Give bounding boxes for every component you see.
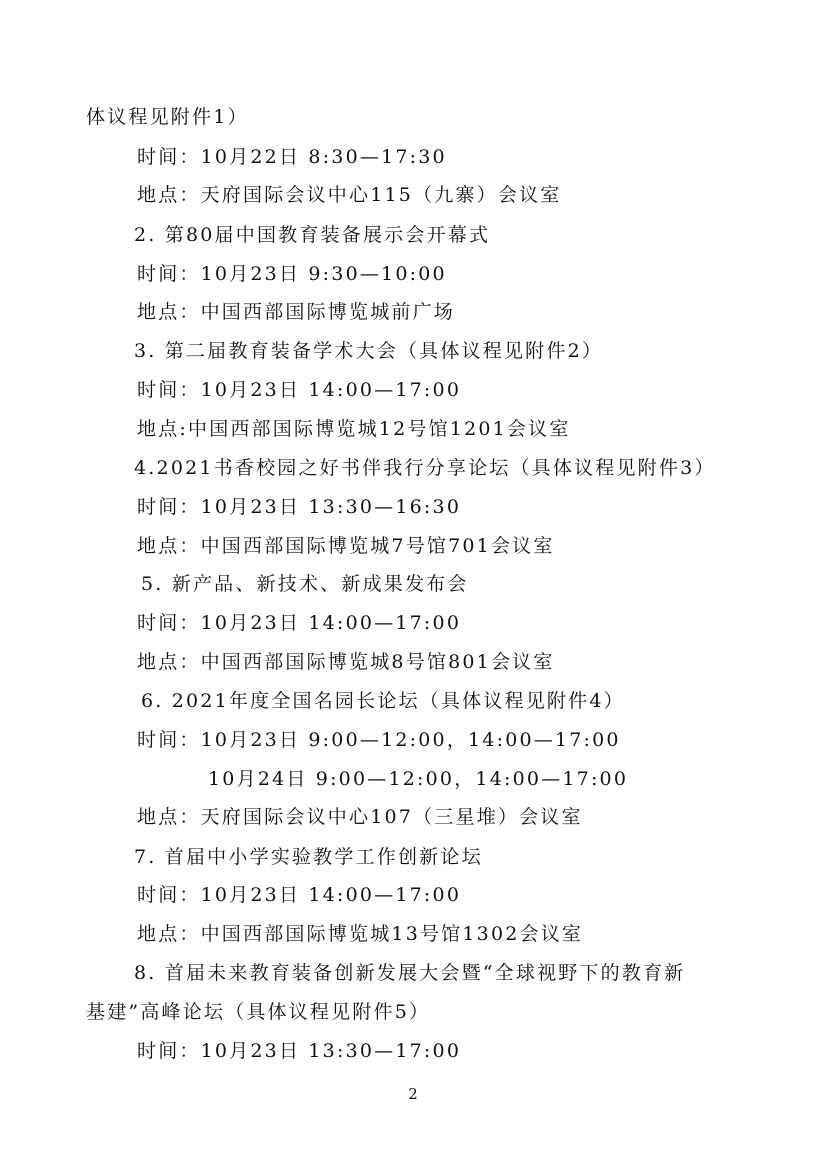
- text-line-location: 地点：中国西部国际博览城13号馆1302会议室: [137, 923, 584, 945]
- text-line-time: 时间：10月23日 14:00—17:00: [137, 612, 462, 634]
- text-line-heading-continuation: 基建”高峰论坛（具体议程见附件5）: [86, 1001, 431, 1023]
- text-line-location: 地点:中国西部国际博览城12号馆1201会议室: [137, 418, 571, 440]
- text-line-continuation: 体议程见附件1）: [86, 106, 249, 128]
- text-line-time: 时间：10月23日 9:00—12:00，14:00—17:00: [137, 729, 621, 751]
- text-line-location: 地点：中国西部国际博览城7号馆701会议室: [137, 535, 555, 557]
- text-line-location: 地点：天府国际会议中心107（三星堆）会议室: [137, 806, 583, 828]
- text-line-location: 地点：中国西部国际博览城前广场: [137, 301, 456, 323]
- text-line-location: 地点：中国西部国际博览城8号馆801会议室: [137, 651, 555, 673]
- text-line-time: 时间：10月23日 9:30—10:00: [137, 263, 447, 285]
- text-line-time: 时间：10月23日 14:00—17:00: [137, 884, 462, 906]
- text-line-time: 时间：10月23日 13:30—17:00: [137, 1040, 462, 1062]
- text-line-time-continuation: 10月24日 9:00—12:00，14:00—17:00: [208, 768, 629, 790]
- text-line-item-heading: 8. 首届未来教育装备创新发展大会暨“全球视野下的教育新: [134, 962, 686, 984]
- text-line-time: 时间：10月23日 13:30—16:30: [137, 496, 462, 518]
- text-line-item-heading: 2. 第80届中国教育装备展示会开幕式: [134, 224, 491, 246]
- page-number: 2: [408, 1085, 418, 1103]
- text-line-item-heading: 4.2021书香校园之好书伴我行分享论坛（具体议程见附件3）: [134, 457, 716, 479]
- text-line-time: 时间：10月22日 8:30—17:30: [137, 146, 447, 168]
- text-line-time: 时间：10月23日 14:00—17:00: [137, 379, 462, 401]
- text-line-location: 地点：天府国际会议中心115（九寨）会议室: [137, 184, 562, 206]
- text-line-item-heading: 3. 第二届教育装备学术大会（具体议程见附件2）: [134, 340, 604, 362]
- text-line-item-heading: 6. 2021年度全国名园长论坛（具体议程见附件4）: [141, 690, 625, 712]
- text-line-item-heading: 7. 首届中小学实验教学工作创新论坛: [134, 846, 483, 868]
- text-line-item-heading: 5. 新产品、新技术、新成果发布会: [141, 573, 469, 595]
